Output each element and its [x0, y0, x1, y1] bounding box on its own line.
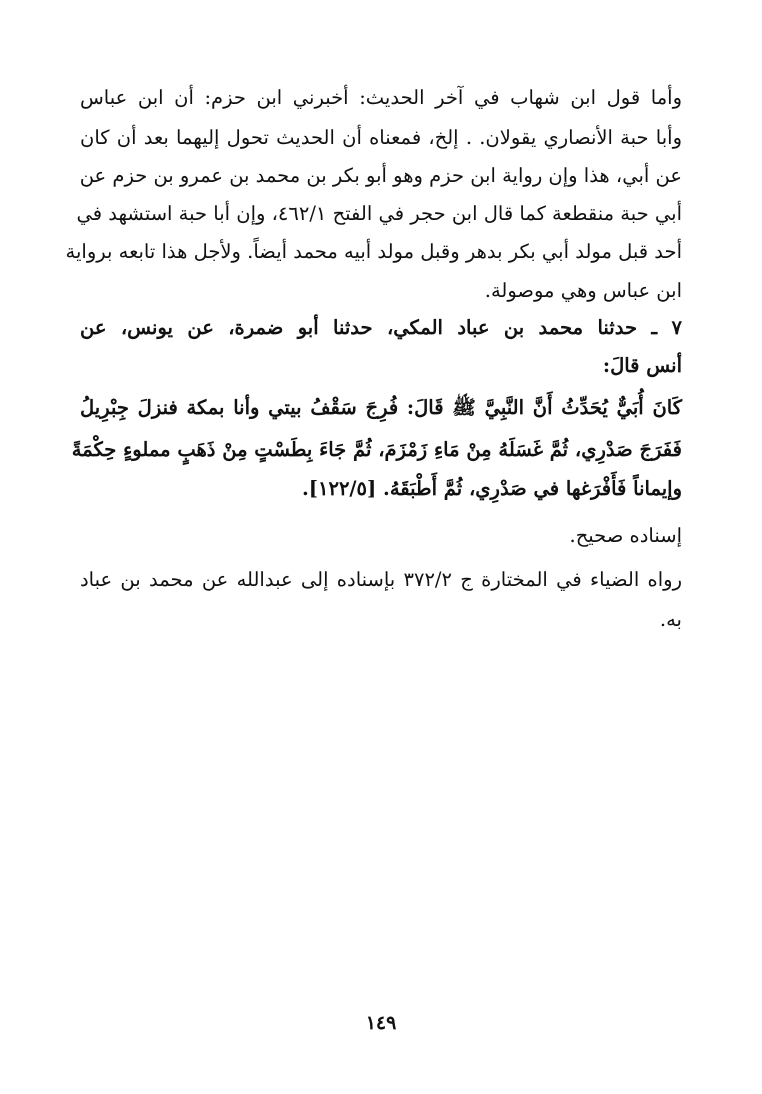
page-number: ١٤٩: [365, 1012, 397, 1034]
isnad-note: إسناده صحيح.: [569, 524, 682, 547]
paragraph-line: وأبا حبة الأنصاري يقولان. . إلخ، فمعناه أن الحديث تحول إليهما بعد أن كان: [80, 126, 682, 149]
hadith-text-line: كَانَ أُبَيٌّ يُحَدِّثُ أَنَّ النَّبِيَّ ﷺ قَالَ: فُرِجَ سَقْفُ بيتي وأنا بمكة فنزلَ جِبْرِيلُ: [80, 396, 682, 419]
hadith-text-line: فَفَرَجَ صَدْرِي، ثُمَّ غَسَلَهُ مِنْ مَاءِ زَمْزَمَ، ثُمَّ جَاءَ بِطَسْتٍ مِنْ ذَهَبٍ مملوءٍ حِكْمَةً: [71, 438, 682, 461]
hadith-heading-line: ٧ ـ حدثنا محمد بن عباد المكي، حدثنا أبو ضمرة، عن يونس، عن: [80, 316, 682, 339]
takhrij-line: به.: [659, 608, 682, 631]
paragraph-line: عن أبي، هذا وإن رواية ابن حزم وهو أبو بكر بن محمد بن عمرو بن حزم عن: [79, 164, 682, 187]
paragraph-line: ابن عباس وهي موصولة.: [484, 279, 682, 302]
takhrij-line: رواه الضياء في المختارة ج ٣٧٢/٢ بإسناده إلى عبدالله عن محمد بن عباد: [80, 568, 682, 591]
paragraph-line: أحد قبل مولد أبي بكر بدهر وقبل مولد أبيه محمد أيضاً. ولأجل هذا تابعه برواية: [65, 240, 682, 263]
paragraph-line: أبي حبة منقطعة كما قال ابن حجر في الفتح ٤٦٢/١، وإن أبا حبة استشهد في: [76, 202, 682, 225]
paragraph-line: وأما قول ابن شهاب في آخر الحديث: أخبرني ابن حزم: أن ابن عباس: [80, 86, 682, 109]
hadith-text-line: وإيماناً فَأَفْرَغها في صَدْرِي، ثُمَّ أَطْبَقَهُ. [١٢٢/٥].: [302, 477, 682, 500]
hadith-heading-line: أنس قالَ:: [602, 354, 682, 377]
